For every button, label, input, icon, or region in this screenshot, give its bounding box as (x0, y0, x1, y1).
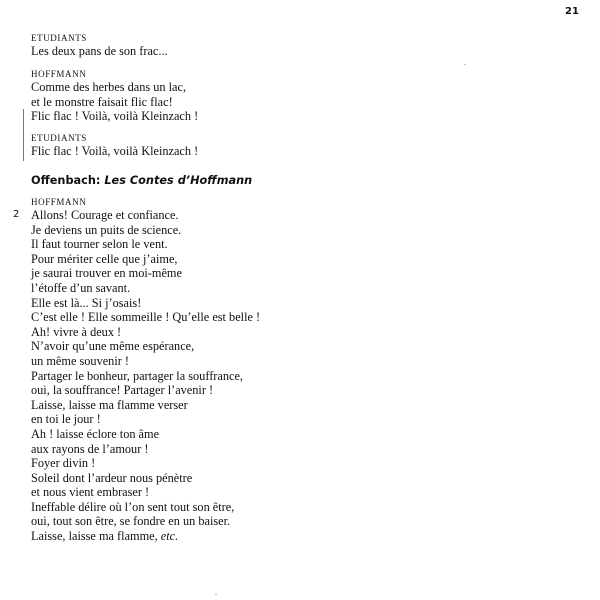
lyric-line: Partager le bonheur, partager la souffrance, (31, 368, 243, 383)
print-speck (215, 594, 217, 595)
lyric-line: Les deux pans de son frac... (31, 44, 168, 58)
lyric-line: je saurai trouver en moi-même (31, 266, 182, 281)
speaker-label: HOFFMANN (31, 69, 87, 79)
lyric-line: Flic flac ! Voilà, voilà Kleinzach ! (31, 109, 199, 124)
page-number: 21 (565, 6, 579, 17)
speaker-label: ETUDIANTS (31, 33, 87, 43)
aria-work: Les Contes d’Hoffmann (104, 174, 253, 187)
lyric-line: aux rayons de l’amour ! (31, 441, 149, 456)
lyric-line: N’avoir qu’une même espérance, (31, 339, 195, 354)
lyric-line: Ah! vivre à deux ! (31, 324, 122, 339)
print-speck (464, 64, 466, 65)
lyric-line: l’étoffe d’un savant. (31, 280, 131, 295)
lyric-line: Ineffable délire où l’on sent tout son être, (31, 499, 235, 514)
track-number: 2 (13, 209, 20, 220)
lyric-line: Foyer divin ! (31, 456, 96, 471)
lyric-line: Ah ! laisse éclore ton âme (31, 426, 160, 441)
lyric-block-etudiants-2 (31, 133, 198, 159)
lyric-line: oui, la souffrance! Partager l’avenir ! (31, 383, 214, 398)
repeat-bracket (23, 109, 24, 161)
lyric-line: Comme des herbes dans un lac, (31, 80, 187, 94)
lyric-line-last (31, 529, 260, 544)
lyric-line: oui, tout son être, se fondre en un baiser. (31, 514, 231, 529)
speaker-label: ETUDIANTS (31, 133, 87, 143)
lyric-block-etudiants-1 (31, 33, 168, 59)
lyric-line: Elle est là... Si j’osais! (31, 295, 142, 310)
lyric-line: Laisse, laisse ma flamme verser (31, 397, 188, 412)
lyric-line: C’est elle ! Elle sommeille ! Qu’elle est belle ! (31, 310, 261, 325)
lyric-line: en toi le jour ! (31, 412, 101, 427)
aria-title (31, 174, 252, 187)
lyric-block-hoffmann (31, 69, 198, 124)
lyric-line: un même souvenir ! (31, 353, 130, 368)
aria-lines (31, 208, 260, 529)
aria-composer: Offenbach: (31, 174, 105, 187)
lyric-line: et nous vient embraser ! (31, 485, 150, 500)
lyric-line: Il faut tourner selon le vent. (31, 237, 168, 252)
aria-block (31, 197, 260, 544)
lyric-line: Flic flac ! Voilà, voilà Kleinzach ! (31, 144, 199, 158)
lyric-line: Soleil dont l’ardeur nous pénètre (31, 470, 193, 485)
last-line-text: Laisse, laisse ma flamme, (31, 529, 161, 544)
last-line-etc: etc. (160, 529, 179, 544)
lyric-line: Je deviens un puits de science. (31, 222, 182, 237)
lyric-line: et le monstre faisait flic flac! (31, 94, 173, 109)
lyric-line: Pour mériter celle que j’aime, (31, 251, 178, 266)
lyric-line: Allons! Courage et confiance. (31, 208, 179, 222)
speaker-label: HOFFMANN (31, 197, 87, 207)
